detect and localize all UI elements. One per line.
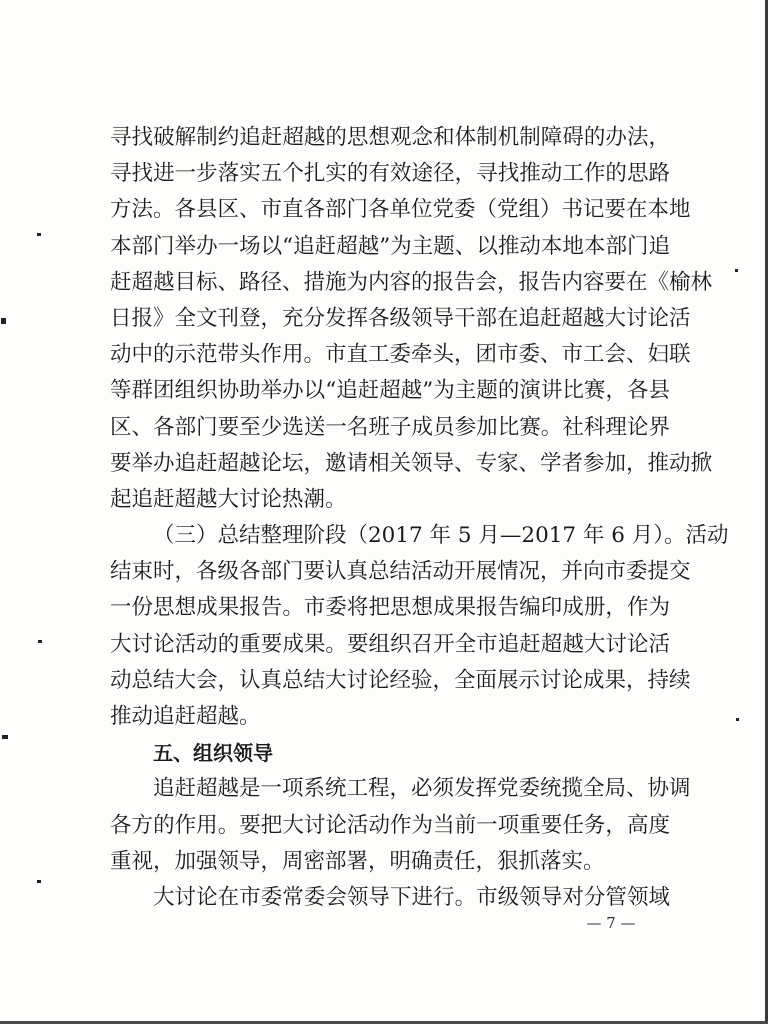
text-line-13: 结束时，各级各部门要认真总结活动开展情况，并向市委提交	[110, 559, 691, 585]
text-line-9: 区、各部门要至少选送一名班子成员参加比赛。社科理论界	[110, 414, 670, 440]
scan-speck	[37, 233, 41, 236]
text-line-3: 方法。各县区、市直各部门各单位党委（党组）书记要在本地	[110, 197, 691, 223]
text-line-20: 各方的作用。要把大讨论活动作为当前一项重要任务，高度	[110, 812, 670, 838]
text-line-2: 寻找进一步落实五个扎实的有效途径，寻找推动工作的思路	[110, 161, 670, 187]
scan-speck	[2, 735, 8, 739]
text-line-1: 寻找破解制约追赶超越的思想观念和体制机制障碍的办法，	[110, 125, 670, 150]
text-line-19: 追赶超越是一项系统工程，必须发挥党委统揽全局、协调	[153, 776, 691, 802]
scan-speck	[735, 269, 738, 272]
scan-speck	[736, 718, 739, 721]
text-line-14: 一份思想成果报告。市委将把思想成果报告编印成册，作为	[110, 595, 670, 621]
text-line-7: 动中的示范带头作用。市直工委牵头，团市委、市工会、妇联	[110, 342, 691, 368]
section-stage-three: （三）总结整理阶段（2017 年 5 月—2017 年 6 月）。活动	[153, 523, 729, 549]
page-number: — 7 —	[586, 914, 636, 932]
text-line-11: 起追赶超越大讨论热潮。	[110, 486, 347, 512]
text-line-22: 大讨论在市委常委会领导下进行。市级领导对分管领域	[153, 884, 670, 910]
text-line-16: 动总结大会，认真总结大讨论经验，全面展示讨论成果，持续	[110, 667, 691, 693]
body-text	[110, 120, 729, 916]
section-heading-organization: 五、组织领导	[153, 741, 273, 766]
text-line-21: 重视，加强领导，周密部署，明确责任，狠抓落实。	[110, 848, 605, 874]
text-line-4: 本部门举办一场以“追赶超越”为主题、以推动本地本部门追	[110, 233, 670, 259]
scan-speck	[37, 880, 41, 883]
text-line-17: 推动追赶超越。	[110, 704, 261, 729]
text-line-6: 日报》全文刊登，充分发挥各级领导干部在追赶超越大讨论活	[110, 305, 691, 331]
scan-speck	[38, 640, 42, 643]
text-line-10: 要举办追赶超越论坛，邀请相关领导、专家、学者参加，推动掀	[110, 450, 713, 476]
text-line-8: 等群团组织协助举办以“追赶超越”为主题的演讲比赛，各县	[110, 378, 670, 404]
text-line-5: 赶超越目标、路径、措施为内容的报告会，报告内容要在《榆林	[110, 269, 713, 295]
text-line-15: 大讨论活动的重要成果。要组织召开全市追赶超越大讨论活	[110, 631, 670, 657]
scan-speck	[1, 318, 6, 324]
